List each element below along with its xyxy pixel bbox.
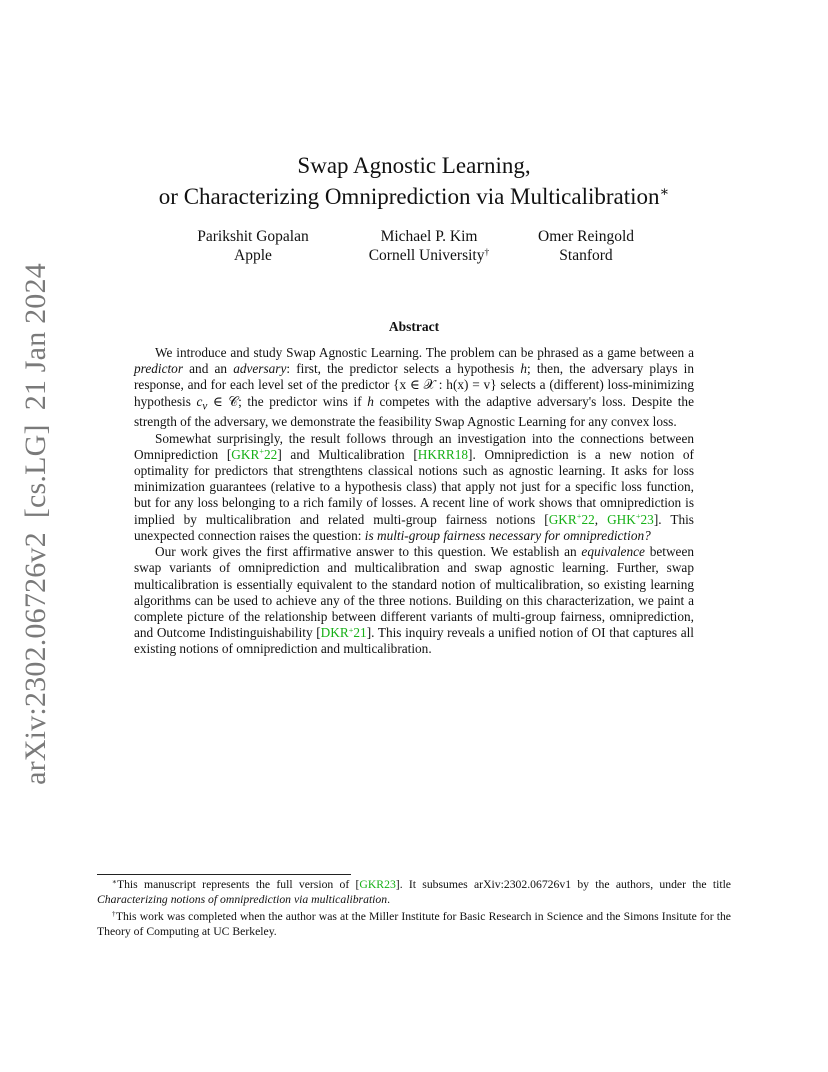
footnote-mark: ∗ [112,878,117,887]
citation-link[interactable]: GHK+23 [607,511,654,527]
author-affiliation-text: Cornell University [368,247,485,264]
citation-link[interactable]: GKR+22 [548,511,595,527]
title-line-2-text: or Characterizing Omniprediction via Multicalibration [158,184,660,209]
footnote-2: †This work was completed when the author was at the Miller Institute for Basic Research in Science and the Simons Insitute for the Theory of Computing at UC Berkeley. [97,910,731,938]
author-3 [506,227,666,265]
author-affiliation [349,246,509,265]
citation-link[interactable]: GKR+22 [231,446,278,462]
author-name: Omer Reingold [538,228,634,245]
footnote-1: ∗This manuscript represents the full version of [GKR23]. It subsumes arXiv:2302.06726v1 by the authors, under the title Characterizing notions of omniprediction via multicalibration. [97,878,731,906]
abstract-heading: Abstract [388,319,440,334]
abstract-paragraph-1: We introduce and study Swap Agnostic Learning. The problem can be phrased as a game between a predictor and an adversary: first, the predictor selects a hypothesis h; then, the adversary plays in response, and for each level set of the predictor {x ∈ 𝒳 : h(x) = v} selects a (different) loss-minimizing hypothesis $c_v$ ∈ 𝒞; the predictor wins if h competes with the adaptive adversary's loss. Despite the strength of the adversary, we demonstrate the feasibility Swap Agnostic Learning for any convex loss. [134,345,694,430]
citation-link[interactable]: DKR+21 [320,625,367,641]
author-2 [349,227,509,265]
author-list [0,227,828,267]
level-set-formula: {x ∈ 𝒳 : h(x) = v} [393,377,497,393]
footnote-divider [97,874,351,875]
author-affiliation: Apple [234,247,272,264]
footnote-mark: † [112,910,116,919]
arxiv-date: 21 Jan 2024 [19,263,52,411]
paper-title [0,150,828,212]
arxiv-identifier-stamp [19,263,53,785]
abstract-paragraph-3: Our work gives the first affirmative answer to this question. We establish an equivalence between swap variants of omniprediction and multicalibration and swap agnostic learning. Further, swap multicalibration is essentially equivalent to the standard notion of multicalibration, so existing learning algorithms can be used to achieve any of the three notions. Building on this characterization, we paint a complete picture of the relationship between different variants of multi-group fairness, omniprediction, and Outcome Indistinguishability [DKR+21]. This inquiry reveals a unified notion of OI that captures all existing notions of omniprediction and multicalibration. [134,544,694,657]
author-name: Michael P. Kim [380,228,478,245]
arxiv-id: arXiv:2302.06726v2 [19,532,52,785]
citation-link[interactable]: HKRR18 [417,446,469,462]
abstract-paragraph-2: Somewhat surprisingly, the result follows through an investigation into the connections between Omniprediction [GKR+22] and Multicalibration [HKRR18]. Omniprediction is a new notion of optimality for predictors that strengthtens classical notions such as agnostic learning. It asks for loss minimization guarantees (relative to a hypothesis class) that apply not just for a specific loss function, but for any loss belonging to a rich family of losses. A recent line of work shows that omniprediction is implied by multicalibration and related multi-group fairness notions [GKR+22, GHK+23]. This unexpected connection raises the question: is multi-group fairness necessary for omniprediction? [134,430,694,543]
abstract-body [134,345,694,658]
citation-link[interactable]: GKR23 [359,878,396,891]
title-line-1: Swap Agnostic Learning, [297,153,531,178]
author-affiliation: Stanford [559,247,613,264]
title-line-2 [0,181,828,212]
author-1 [173,227,333,265]
author-name: Parikshit Gopalan [197,228,309,245]
author-footnote-mark: † [484,246,490,258]
arxiv-category: [cs.LG] [19,424,52,519]
hypothesis-symbol: c [196,393,203,409]
footnotes [97,877,731,939]
title-footnote-mark: ∗ [659,184,670,201]
